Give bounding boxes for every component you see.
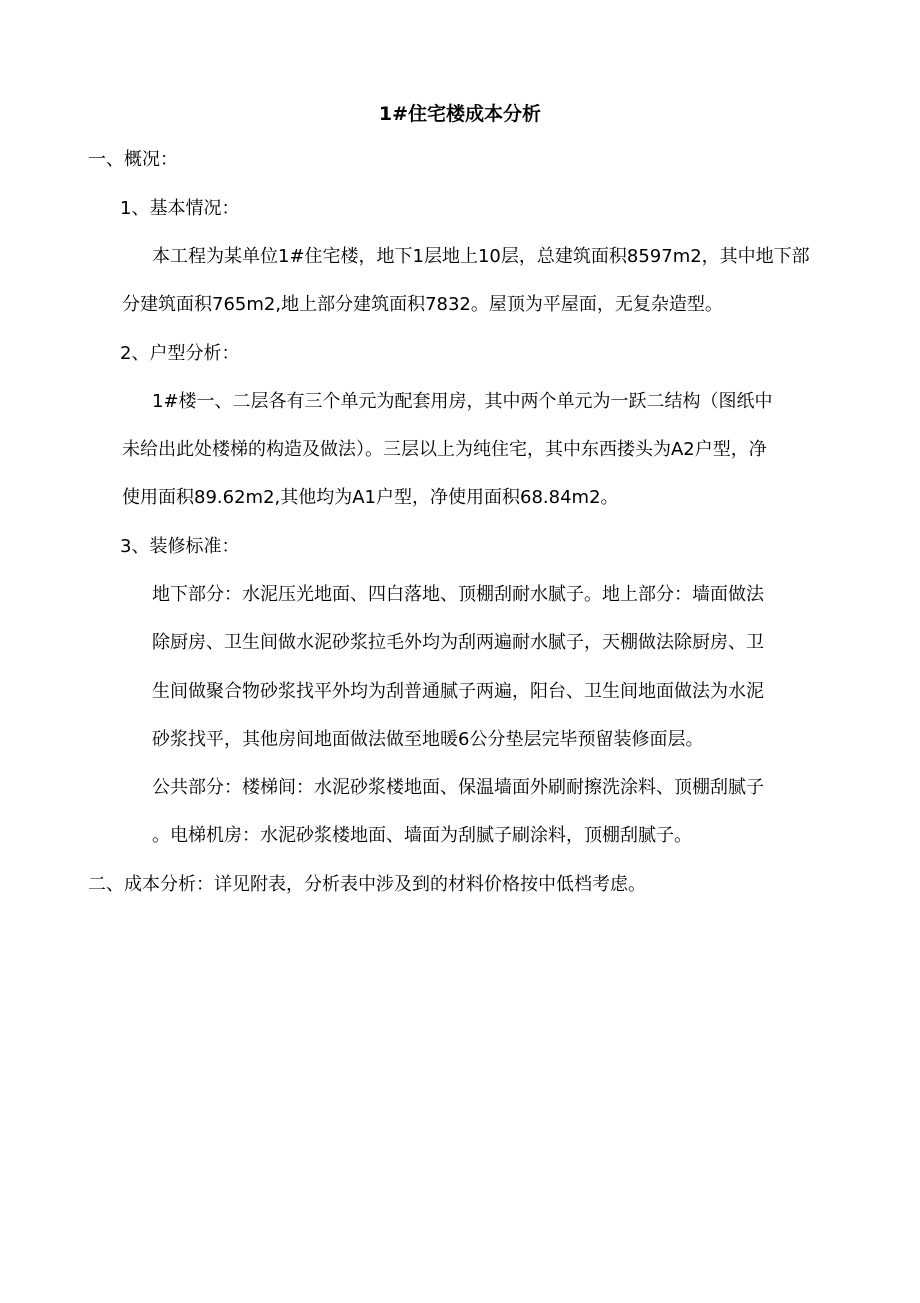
subsection-heading-decoration-standard: 3、装修标准： — [120, 536, 240, 557]
paragraph-line: 未给出此处楼梯的构造及做法）。三层以上为纯住宅，其中东西搂头为A2户型，净 — [122, 439, 767, 460]
document-title: 1#住宅楼成本分析 — [378, 103, 542, 125]
paragraph-line: 。电梯机房：水泥砂浆楼地面、墙面为刮腻子刷涂料，顶棚刮腻子。 — [152, 825, 692, 846]
paragraph-line: 地下部分：水泥压光地面、四白落地、顶棚刮耐水腻子。地上部分：墙面做法 — [152, 584, 764, 605]
section-heading-cost-analysis: 二、成本分析：详见附表，分析表中涉及到的材料价格按中低档考虑。 — [88, 874, 646, 895]
paragraph-line: 生间做聚合物砂浆找平外均为刮普通腻子两遍，阳台、卫生间地面做法为水泥 — [152, 681, 764, 702]
subsection-heading-basic-info: 1、基本情况： — [120, 198, 240, 219]
paragraph-line: 使用面积89.62m2,其他均为A1户型，净使用面积68.84m2。 — [122, 487, 619, 508]
paragraph-line: 分建筑面积765m2,地上部分建筑面积7832。屋顶为平屋面，无复杂造型。 — [122, 294, 723, 315]
paragraph-line: 砂浆找平，其他房间地面做法做至地暖6公分垫层完毕预留装修面层。 — [152, 729, 704, 750]
subsection-heading-unit-analysis: 2、户型分析： — [120, 343, 240, 364]
section-heading-overview: 一、概况： — [88, 149, 178, 170]
paragraph-line: 1#楼一、二层各有三个单元为配套用房，其中两个单元为一跃二结构（图纸中 — [152, 391, 773, 412]
paragraph-line: 除厨房、卫生间做水泥砂浆拉毛外均为刮两遍耐水腻子，天棚做法除厨房、卫 — [152, 632, 764, 653]
paragraph-line: 本工程为某单位1#住宅楼，地下1层地上10层，总建筑面积8597m2，其中地下部 — [152, 246, 810, 267]
paragraph-line: 公共部分：楼梯间：水泥砂浆楼地面、保温墙面外刷耐擦洗涂料、顶棚刮腻子 — [152, 777, 764, 798]
